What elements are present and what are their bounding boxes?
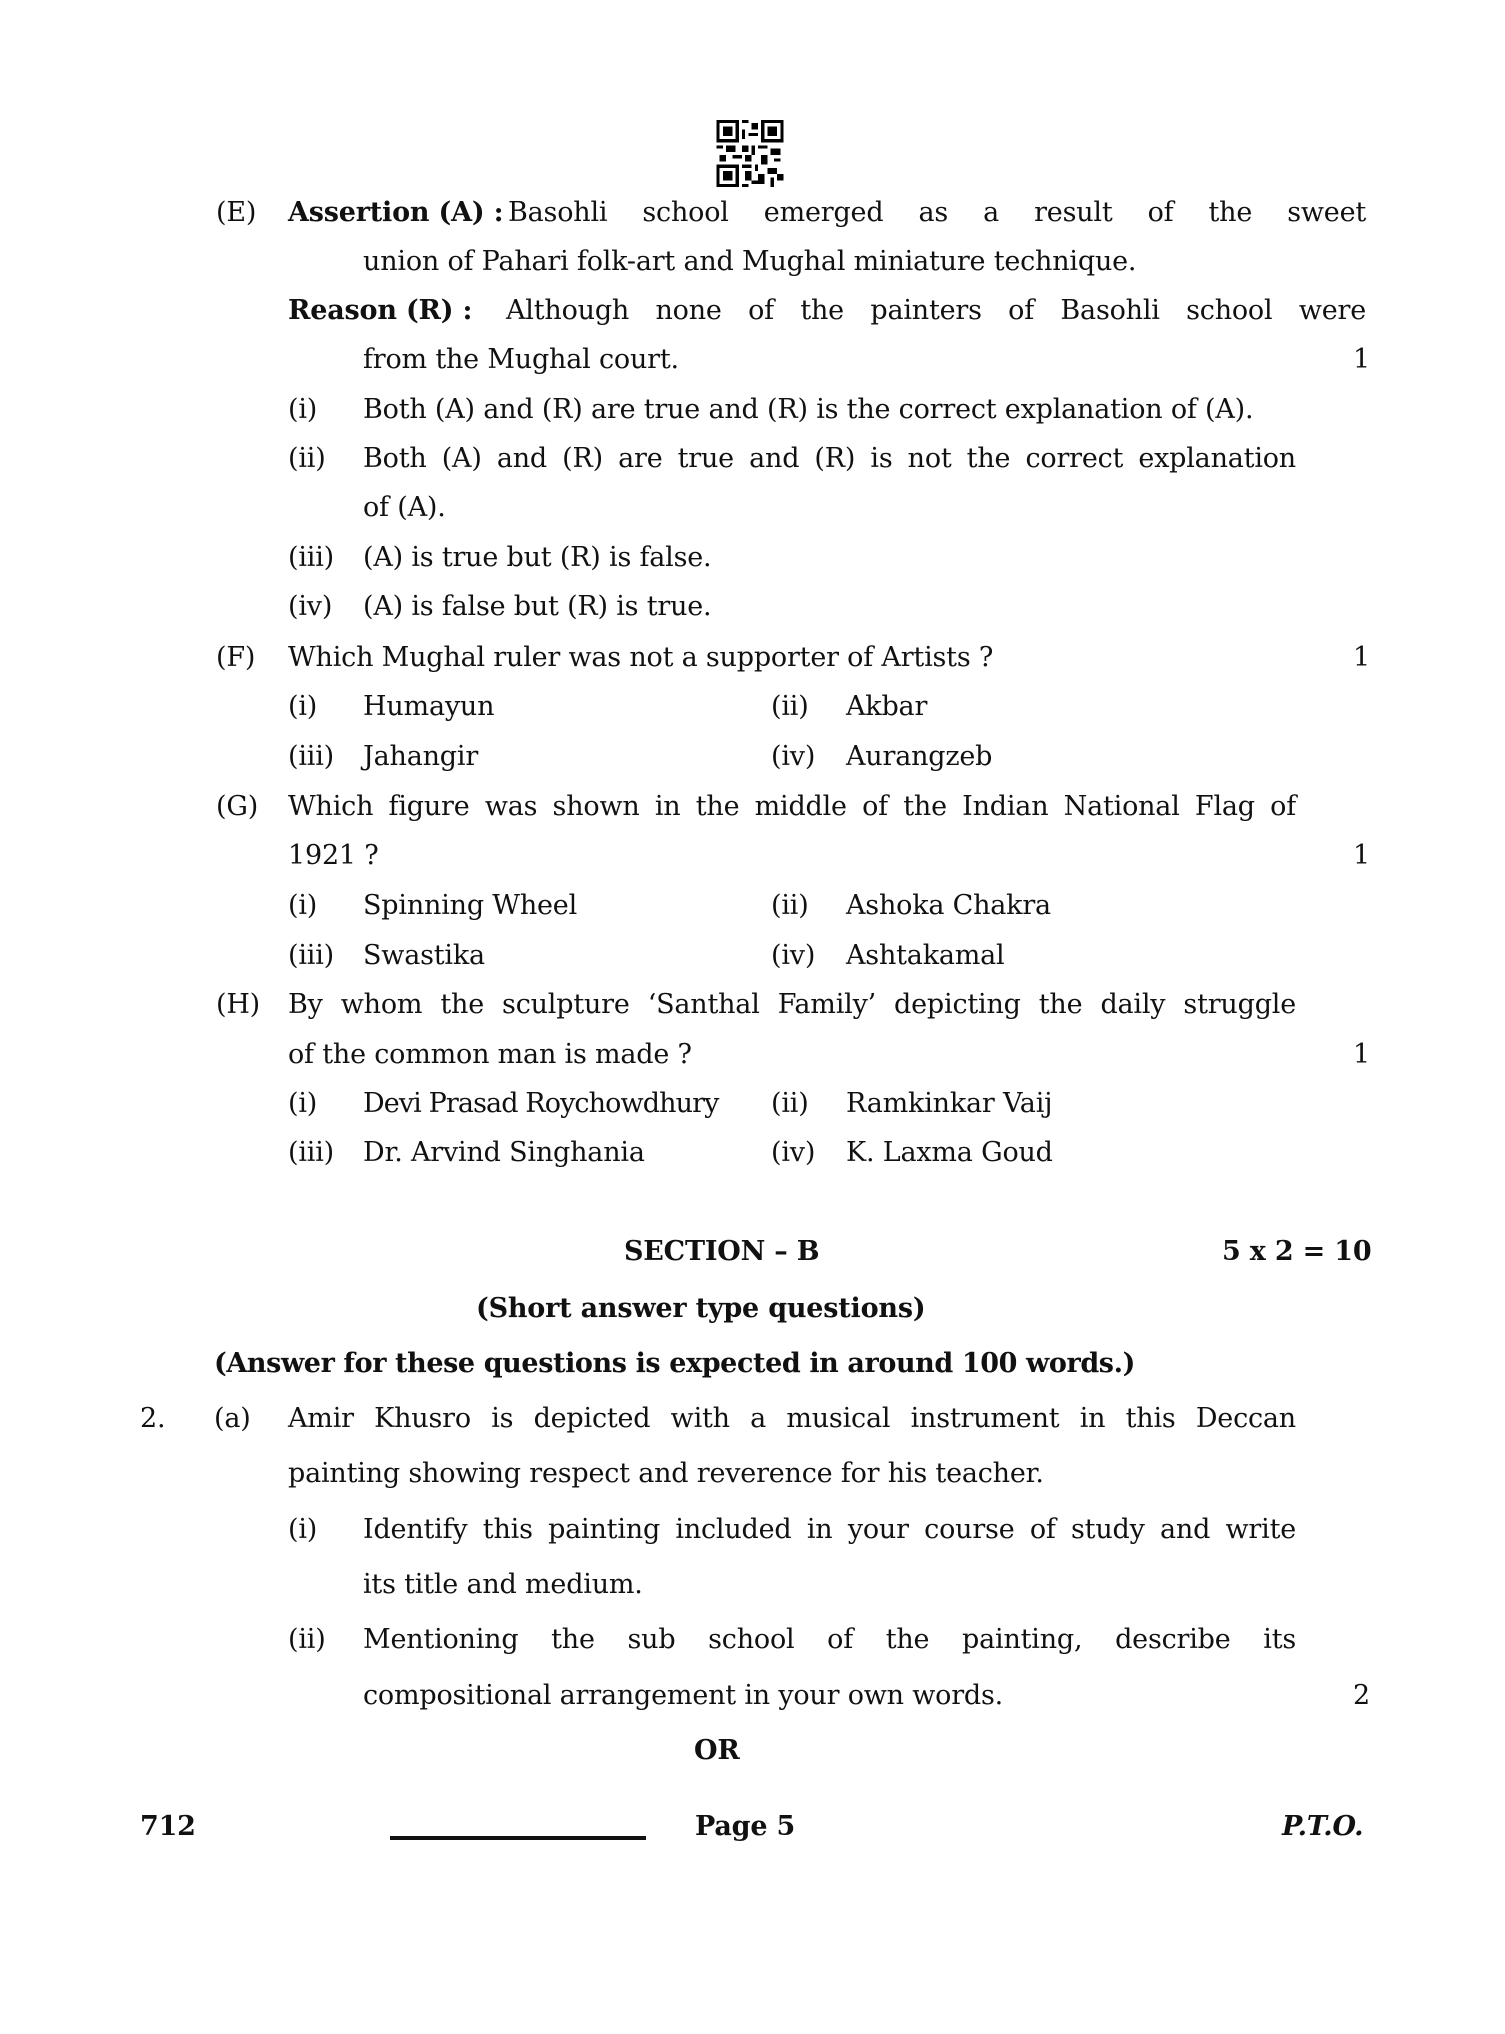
option-text: K. Laxma Goud [846, 1137, 1053, 1168]
marks-e: 1 [1353, 344, 1370, 375]
question-text-f: Which Mughal ruler was not a supporter of Artists ? [288, 642, 994, 673]
option-text: Ramkinkar Vaij [846, 1088, 1053, 1119]
question-label-g: (G) [216, 791, 259, 822]
option-text: Swastika [363, 940, 485, 971]
qr-code-icon [716, 120, 784, 187]
option-text: (A) is false but (R) is true. [363, 591, 712, 622]
option-text: Ashoka Chakra [846, 890, 1051, 921]
reason-text: Although none of the painters of Basohli school were [506, 295, 1366, 326]
option-text: (A) is true but (R) is false. [363, 542, 712, 573]
option-num: (iii) [288, 940, 334, 971]
option-text: Spinning Wheel [363, 890, 578, 921]
option-text: Both (A) and (R) are true and (R) is the correct explanation of (A). [363, 394, 1254, 425]
option-num: (ii) [771, 1088, 809, 1119]
option-num: (ii) [288, 443, 326, 474]
question-text: Amir Khusro is depicted with a musical instrument in this Deccan [288, 1403, 1296, 1434]
option-text: Jahangir [363, 741, 479, 772]
paper-code: 712 [140, 1811, 196, 1842]
assertion-text-cont: union of Pahari folk-art and Mughal miniature technique. [363, 246, 1137, 277]
sub-question-text: Mentioning the sub school of the painting, describe its [363, 1624, 1296, 1655]
section-marks: 5 x 2 = 10 [1222, 1236, 1372, 1267]
page-number: Page 5 [695, 1811, 796, 1842]
question-text-cont: painting showing respect and reverence for his teacher. [288, 1458, 1044, 1489]
pto-label: P.T.O. [1282, 1811, 1364, 1842]
option-num: (i) [288, 394, 318, 425]
option-num: (ii) [771, 890, 809, 921]
option-text: Dr. Arvind Singhania [363, 1137, 645, 1168]
marks-2: 2 [1353, 1680, 1370, 1711]
option-num: (i) [288, 890, 318, 921]
option-num: (i) [288, 691, 318, 722]
option-text-cont: of (A). [363, 492, 446, 523]
section-title: SECTION – B [624, 1236, 820, 1267]
option-num: (iii) [288, 1137, 334, 1168]
option-text: Both (A) and (R) are true and (R) is not the correct explanation [363, 443, 1296, 474]
option-num: (iii) [288, 542, 334, 573]
sub-question-num: (i) [288, 1514, 318, 1545]
question-text-g: Which figure was shown in the middle of the Indian National Flag of [288, 791, 1296, 822]
question-label-h: (H) [216, 989, 261, 1020]
option-num: (i) [288, 1088, 318, 1119]
sub-question-text-cont: compositional arrangement in your own words. [363, 1680, 1004, 1711]
question-label-f: (F) [216, 642, 256, 673]
option-num: (iv) [771, 940, 816, 971]
reason-label: Reason (R) : [288, 295, 473, 326]
assertion-text: Basohli school emerged as a result of the sweet [508, 197, 1366, 228]
option-num: (ii) [771, 691, 809, 722]
question-label-e: (E) [216, 197, 257, 228]
sub-question-text: Identify this painting included in your course of study and write [363, 1514, 1296, 1545]
footer-rule [390, 1836, 646, 1840]
assertion-label: Assertion (A) : [288, 197, 504, 228]
reason-text-cont: from the Mughal court. [363, 344, 679, 375]
question-text-g-cont: 1921 ? [288, 840, 379, 871]
option-text: Devi Prasad Roychowdhury [363, 1088, 719, 1119]
option-num: (iv) [288, 591, 333, 622]
option-text: Aurangzeb [846, 741, 993, 772]
option-num: (iv) [771, 741, 816, 772]
section-subtitle: (Short answer type questions) [476, 1293, 926, 1324]
question-number: 2. [140, 1403, 166, 1434]
or-separator: OR [694, 1735, 740, 1766]
marks-g: 1 [1353, 840, 1370, 871]
question-text-h-cont: of the common man is made ? [288, 1039, 692, 1070]
section-instruction: (Answer for these questions is expected in around 100 words.) [214, 1348, 1135, 1379]
question-part: (a) [214, 1403, 251, 1434]
marks-f: 1 [1353, 642, 1370, 673]
marks-h: 1 [1353, 1039, 1370, 1070]
option-num: (iv) [771, 1137, 816, 1168]
sub-question-num: (ii) [288, 1624, 326, 1655]
option-num: (iii) [288, 741, 334, 772]
option-text: Akbar [846, 691, 928, 722]
sub-question-text-cont: its title and medium. [363, 1569, 643, 1600]
question-text-h: By whom the sculpture ‘Santhal Family’ depicting the daily struggle [288, 989, 1296, 1020]
option-text: Ashtakamal [846, 940, 1005, 971]
option-text: Humayun [363, 691, 495, 722]
